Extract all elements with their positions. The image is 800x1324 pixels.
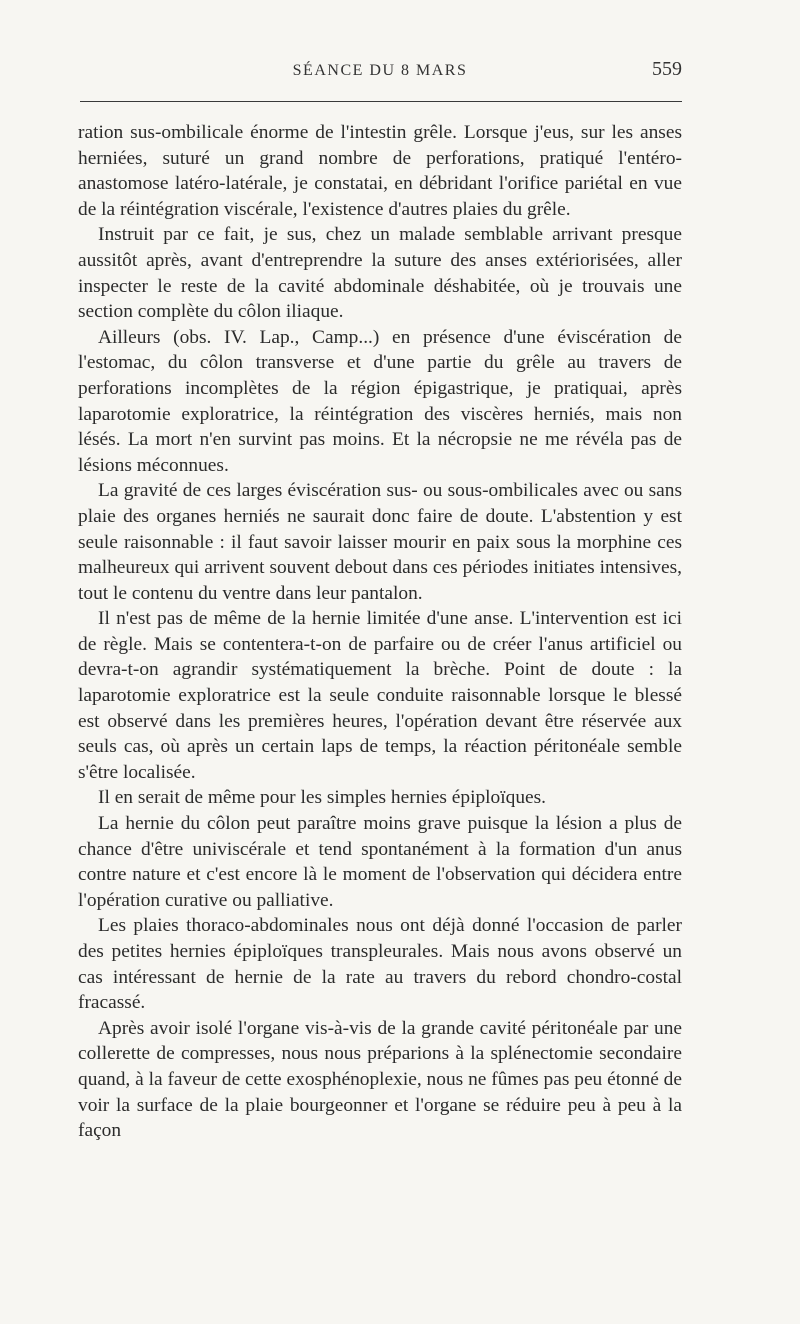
paragraph: La hernie du côlon peut paraître moins grave puisque la lésion a plus de chance d'être univiscérale et tend spontanément à la formation d'un anus contre nature et c'est encore là le moment de l'observation qui décidera entre l'opération curative ou palliative. — [78, 813, 682, 911]
paragraph: Instruit par ce fait, je sus, chez un malade semblable arrivant presque aussitôt après, avant d'entreprendre la suture des anses extériorisées, aller inspecter le reste de la cavité abdominale déshabitée, où je trouvais une section complète du côlon iliaque. — [78, 224, 682, 323]
paragraph: La gravité de ces larges éviscération sus- ou sous-ombilicales avec ou sans plaie des organes herniés ne saurait donc faire de doute. L'abstention y est seule raisonnable : il faut savoir laisser mourir en paix sous la morphine ces malheureux qui arrivent souvent debout dans ces périodes initiates intensives, tout le contenu du ventre dans leur pantalon. — [78, 480, 682, 604]
running-head: SÉANCE DU 8 MARS — [292, 62, 468, 79]
paragraph: Ailleurs (obs. IV. Lap., Camp...) en présence d'une éviscération de l'estomac, du côlon transverse et d'une partie du grêle au travers de perforations incomplètes de la région épigastrique, je pratiquai, après laparotomie exploratrice, la réintégration des viscères herniés, mais non lésés. La mort n'en survint pas moins. Et la nécropsie ne me révéla pas de lésions méconnues. — [78, 326, 682, 476]
page-number: 559 — [652, 58, 682, 80]
paragraph: Les plaies thoraco-abdominales nous ont déjà donné l'occasion de parler des petites hernies épiploïques transpleurales. Mais nous avons observé un cas intéressant de hernie de la rate au travers du rebord chondro-costal fracassé. — [78, 915, 682, 1014]
paragraph: ration sus-ombilicale énorme de l'intestin grêle. Lorsque j'eus, sur les anses herniées, suturé un grand nombre de perforations, pratiqué l'entéro-anastomose latéro-latérale, je constatai, en débridant l'orifice pariétal en vue de la réintégration viscérale, l'existence d'autres plaies du grêle. — [78, 122, 682, 220]
paragraph: Il n'est pas de même de la hernie limitée d'une anse. L'intervention est ici de règle. Mais se contentera-t-on de parfaire ou de créer l'anus artificiel ou devra-t-on agrandir systématiquement la brèche. Point de doute : la laparotomie exploratrice est la seule conduite raisonnable lorsque le blessé est observé dans les premières heures, l'opération devant être réservée aux seuls cas, où après un certain laps de temps, la réaction péritonéale semble s'être localisée. — [78, 608, 682, 783]
page-header — [78, 58, 682, 90]
header-rule — [80, 101, 682, 102]
paragraph: Après avoir isolé l'organe vis-à-vis de la grande cavité péritonéale par une collerette de compresses, nous nous préparions à la splénectomie secondaire quand, à la faveur de cette exosphénoplexie, nous ne fûmes pas peu étonné de voir la surface de la plaie bourgeonner et l'organe se réduire peu à peu à la façon — [78, 1017, 682, 1142]
paragraph: Il en serait de même pour les simples hernies épiploïques. — [98, 787, 547, 809]
body-text — [78, 120, 682, 1144]
